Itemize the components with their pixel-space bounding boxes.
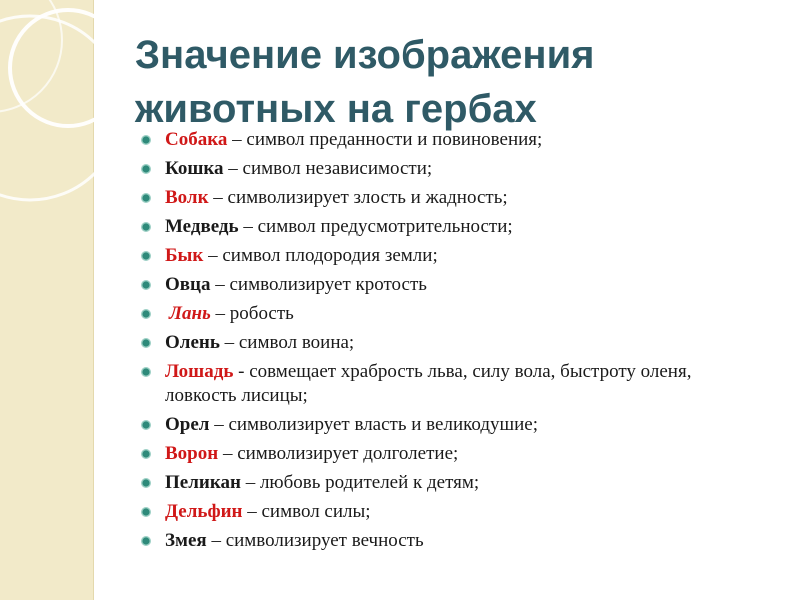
animal-description: – символизирует власть и великодушие; bbox=[209, 414, 539, 435]
list-item bbox=[137, 529, 747, 553]
bullet-icon bbox=[140, 134, 152, 146]
animal-description: – символ предусмотрительности; bbox=[238, 216, 513, 237]
animal-term: Овца bbox=[165, 274, 211, 295]
list-item bbox=[137, 471, 747, 495]
animal-description: – символ силы; bbox=[242, 501, 371, 522]
list-item bbox=[137, 215, 747, 239]
animal-description: – символ воина; bbox=[219, 332, 355, 353]
bullet-icon bbox=[140, 163, 152, 175]
animal-description: – робость bbox=[210, 303, 294, 324]
left-decorative-band bbox=[0, 0, 94, 600]
animal-term: Собака bbox=[165, 129, 228, 150]
animal-term: Пеликан bbox=[165, 472, 241, 493]
animal-term: Олень bbox=[165, 332, 220, 353]
bullet-icon bbox=[140, 308, 152, 320]
animal-description: - совмещает храбрость льва, силу вола, быстроту оленя, ловкость лисицы; bbox=[165, 361, 692, 406]
bullet-icon bbox=[140, 250, 152, 262]
animal-term: Орел bbox=[165, 414, 210, 435]
animal-description: – символ преданности и повиновения; bbox=[227, 129, 543, 150]
animal-term: Медведь bbox=[165, 216, 239, 237]
list-item bbox=[137, 331, 747, 355]
bullet-icon bbox=[140, 535, 152, 547]
bullet-icon bbox=[140, 448, 152, 460]
list-item bbox=[137, 302, 747, 326]
animal-term: Змея bbox=[165, 530, 207, 551]
animal-term: Волк bbox=[165, 187, 209, 208]
bullet-icon bbox=[140, 477, 152, 489]
animal-term: Лошадь bbox=[165, 361, 234, 382]
animal-description: – символизирует долголетие; bbox=[218, 443, 459, 464]
bullet-icon bbox=[140, 279, 152, 291]
bullet-icon bbox=[140, 366, 152, 378]
animal-description: – символ независимости; bbox=[223, 158, 433, 179]
title-line-2: животных на гербах bbox=[135, 87, 537, 131]
list-item bbox=[137, 128, 747, 152]
list-item bbox=[137, 186, 747, 210]
bullet-icon bbox=[140, 419, 152, 431]
bullet-icon bbox=[140, 506, 152, 518]
animal-term: Лань bbox=[169, 303, 211, 324]
animal-term: Бык bbox=[165, 245, 204, 266]
animal-term: Дельфин bbox=[165, 501, 243, 522]
bullet-icon bbox=[140, 192, 152, 204]
animal-term: Кошка bbox=[165, 158, 224, 179]
list-item bbox=[137, 244, 747, 268]
list-item bbox=[137, 273, 747, 297]
list-item bbox=[137, 413, 747, 437]
animal-description: – символ плодородия земли; bbox=[203, 245, 438, 266]
bullet-icon bbox=[140, 337, 152, 349]
animal-description: – символизирует кротость bbox=[210, 274, 427, 295]
animal-description: – символизирует злость и жадность; bbox=[208, 187, 508, 208]
animal-symbol-list bbox=[137, 128, 747, 558]
list-item bbox=[137, 442, 747, 466]
list-item bbox=[137, 360, 747, 408]
list-item bbox=[137, 157, 747, 181]
animal-description: – любовь родителей к детям; bbox=[240, 472, 480, 493]
list-item bbox=[137, 500, 747, 524]
bullet-icon bbox=[140, 221, 152, 233]
animal-term: Ворон bbox=[165, 443, 219, 464]
page-title bbox=[135, 28, 755, 136]
title-line-1: Значение изображения bbox=[135, 33, 595, 77]
animal-description: – символизирует вечность bbox=[206, 530, 424, 551]
